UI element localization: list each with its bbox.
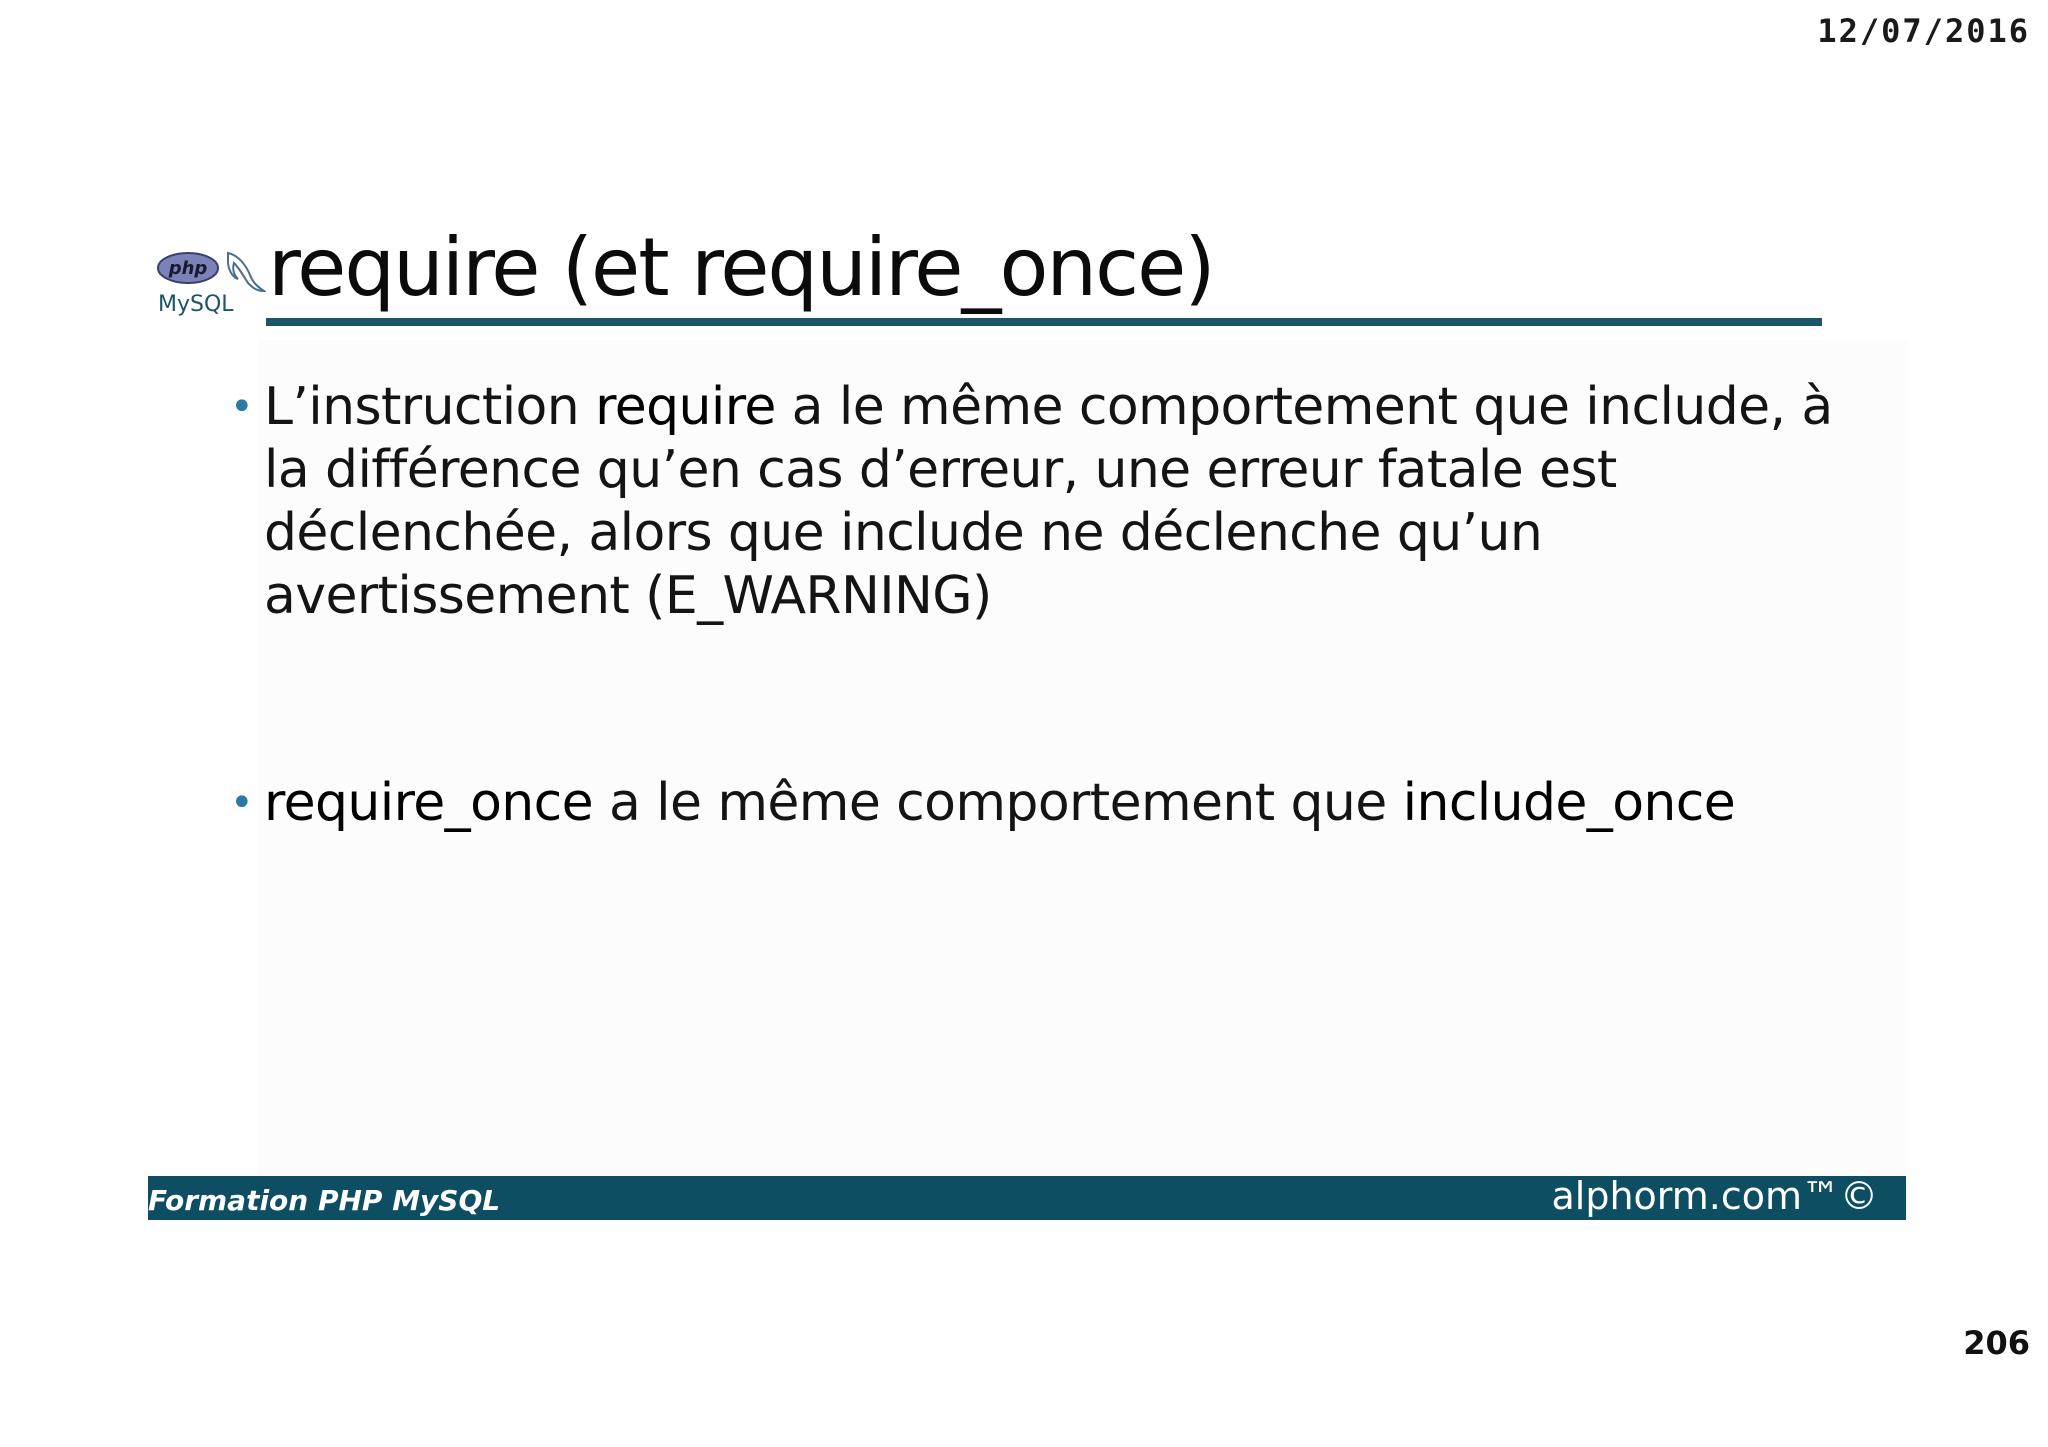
slide-title: require (et require_once) bbox=[268, 221, 1214, 314]
php-mysql-logo-icon bbox=[154, 247, 266, 317]
footer-bar bbox=[148, 1176, 1906, 1220]
bullet-text: a le même comportement que bbox=[593, 773, 1403, 833]
footer-brand: alphorm.com™© bbox=[1551, 1174, 1878, 1218]
logo-mysql-text: MySQL bbox=[158, 292, 234, 317]
bullet-text: a le même comportement que include, à la différence qu’en cas d’erreur, une erreur fatale est déclenchée, alors que include ne déclenche qu’un avertissement (E_WARNING) bbox=[264, 377, 1833, 626]
logo-php-text: php bbox=[168, 258, 208, 279]
bullet-dot-icon: • bbox=[230, 384, 253, 430]
bullet-item bbox=[228, 376, 1838, 628]
bullet-dot-icon: • bbox=[230, 780, 253, 826]
footer-course-title: Formation PHP MySQL bbox=[148, 1184, 501, 1217]
bullet-item bbox=[228, 772, 1838, 835]
keyword-include-once: include_once bbox=[1402, 773, 1736, 833]
title-underline bbox=[266, 318, 1822, 326]
keyword-require-once: require_once bbox=[264, 773, 594, 833]
keyword-require: require bbox=[595, 377, 776, 437]
page-number: 206 bbox=[1963, 1324, 2030, 1362]
bullet-list bbox=[228, 376, 1838, 835]
slide-date: 12/07/2016 bbox=[1817, 12, 2030, 50]
bullet-text: L’instruction bbox=[264, 377, 596, 437]
